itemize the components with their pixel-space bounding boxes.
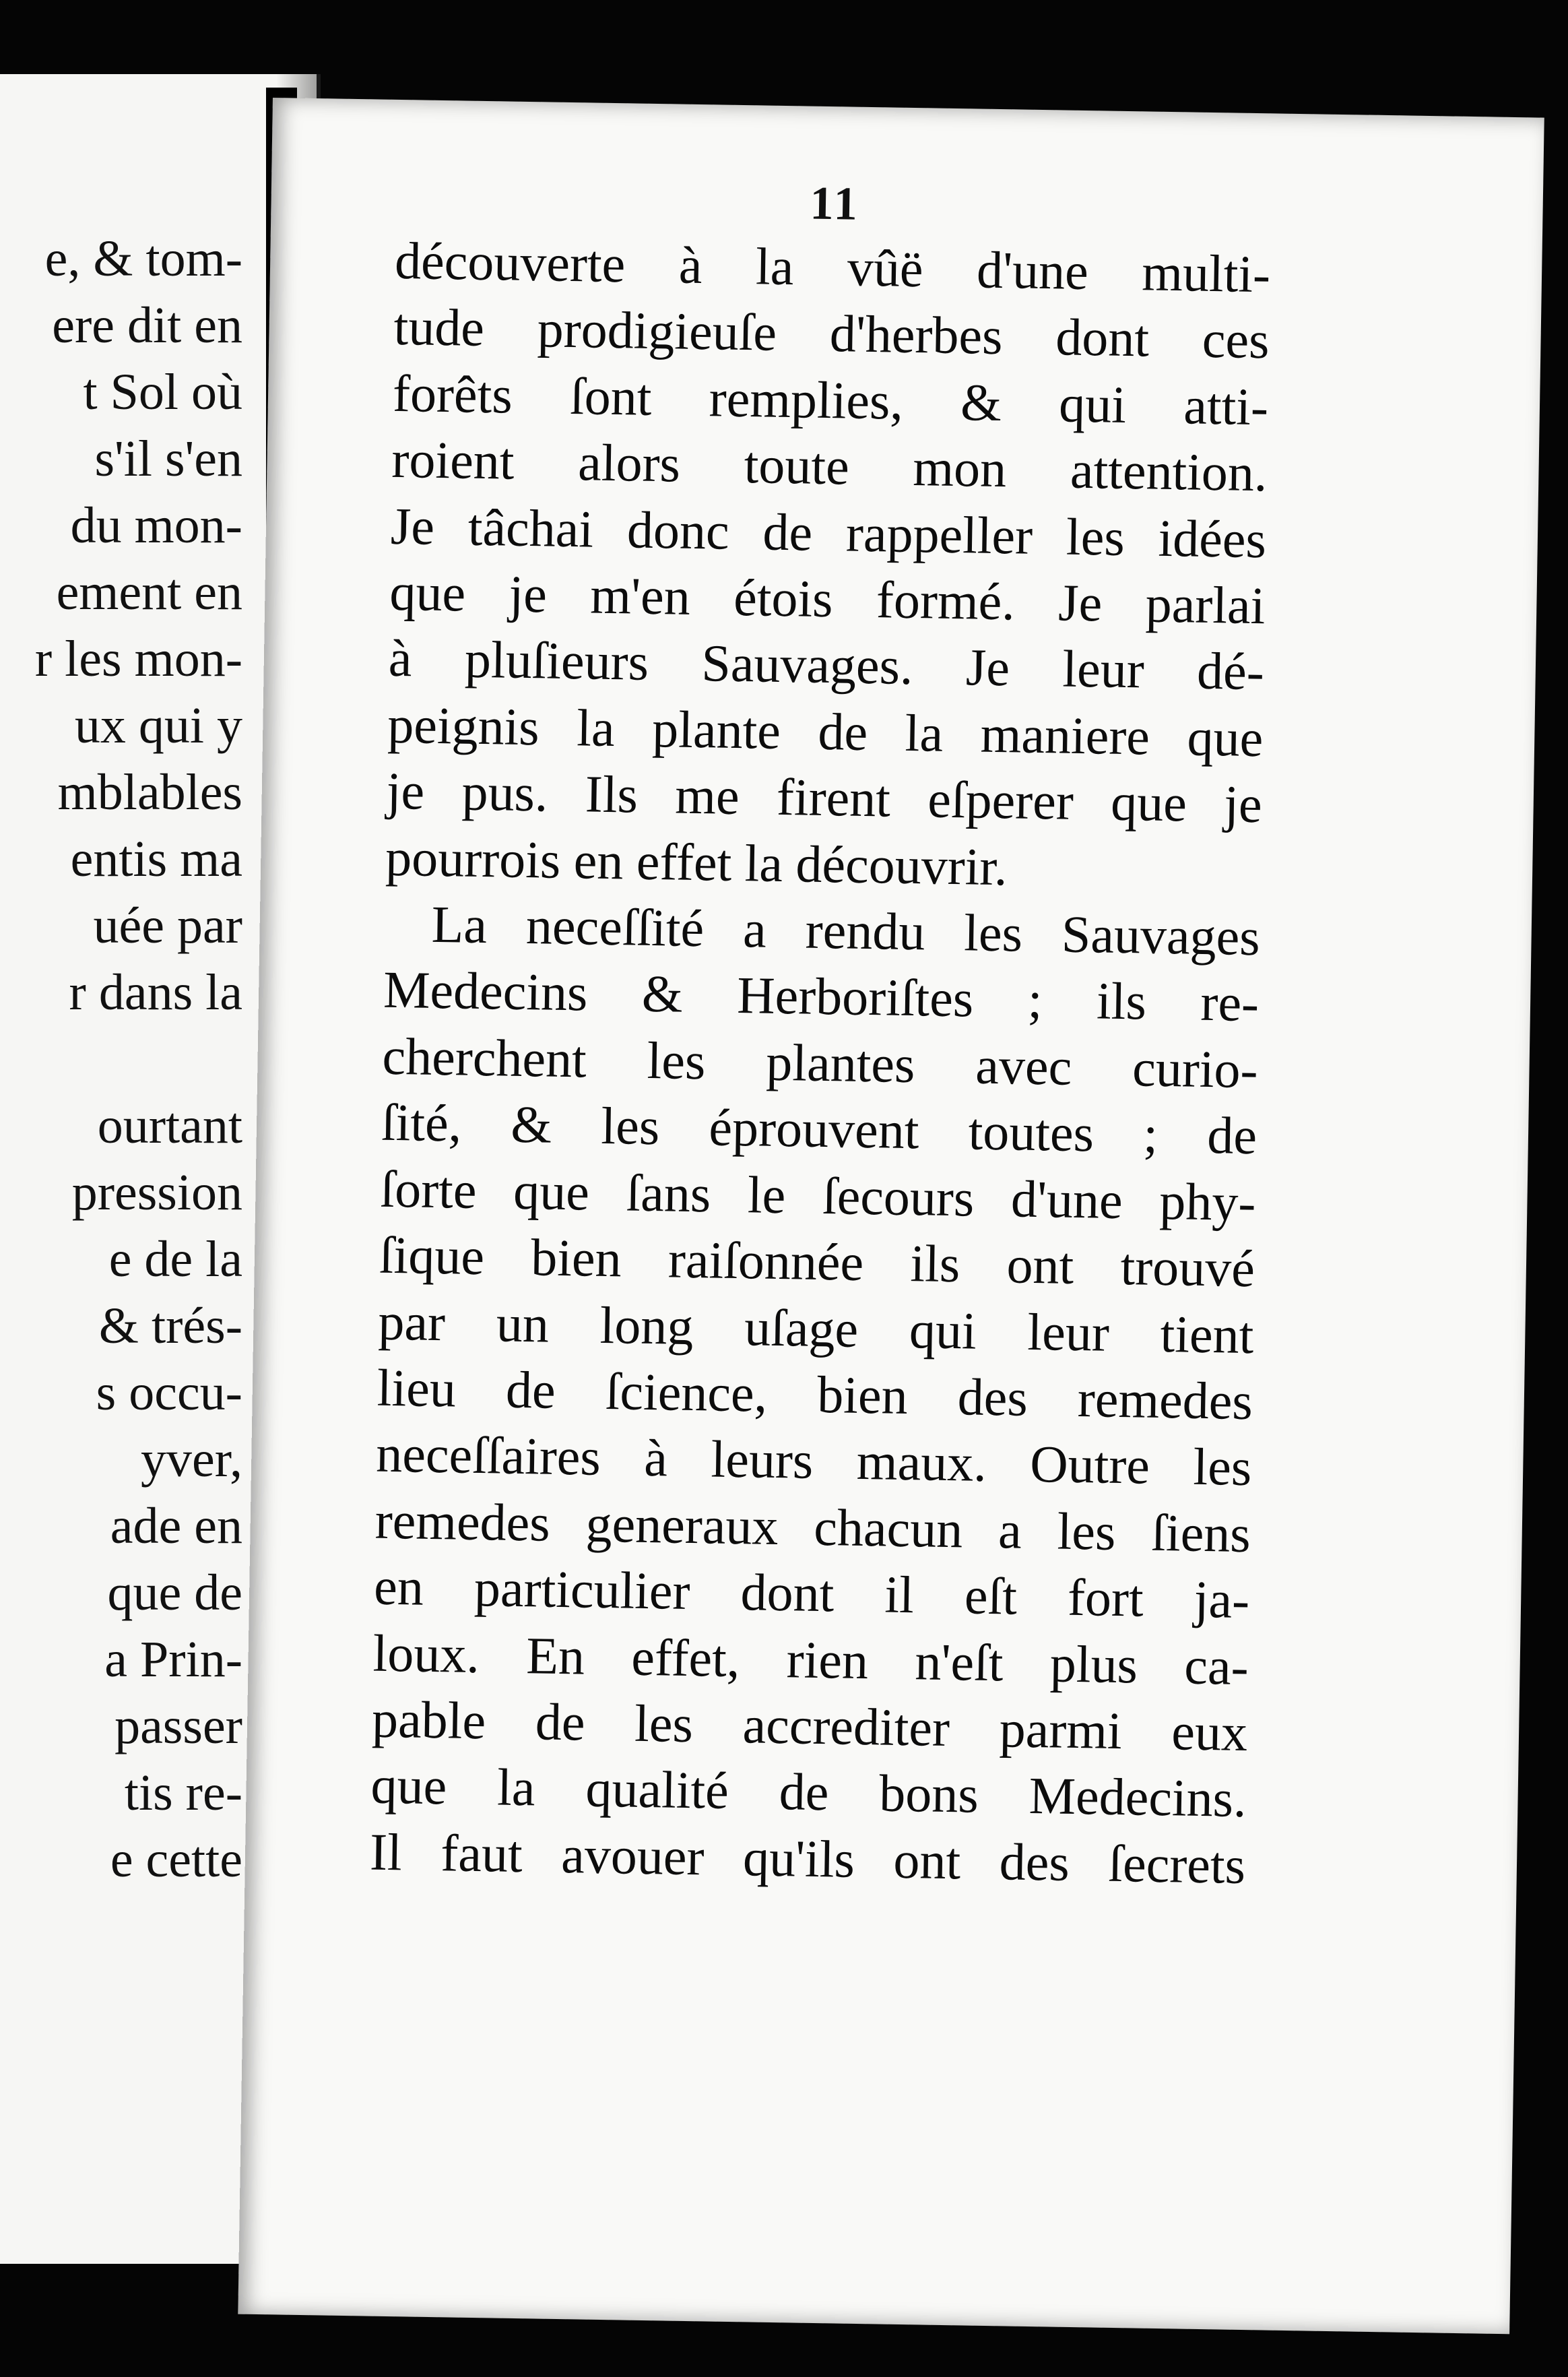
left-line: s occu-	[96, 1364, 242, 1421]
text-line: Il faut avouer qu'ils ont des ſecrets	[369, 1822, 1246, 1895]
left-line: a Prin-	[104, 1631, 242, 1688]
left-line: mblables	[57, 764, 242, 821]
page-number: 11	[810, 177, 861, 230]
left-line	[35, 1026, 242, 1093]
text-line: Medecins & Herboriſtes ; ils re-	[383, 960, 1260, 1033]
left-line: r les mon-	[34, 631, 242, 687]
text-line: cherchent les plantes avec curio-	[381, 1026, 1259, 1100]
left-line: r dans la	[69, 964, 242, 1021]
left-line: ux qui y	[74, 697, 242, 754]
left-page-text	[35, 226, 242, 1893]
text-line: Je tâchai donc de rappeller les idées	[390, 496, 1267, 569]
left-line: passer	[115, 1698, 242, 1754]
body-text	[369, 228, 1270, 1899]
left-line: pression	[71, 1164, 242, 1221]
left-line: ourtant	[97, 1098, 242, 1154]
text-line: pable de les accrediter parmi eux	[371, 1689, 1248, 1762]
text-line: loux. En effet, rien n'eſt plus ca-	[372, 1623, 1249, 1696]
text-line: je pus. Ils me firent eſperer que je	[386, 761, 1263, 834]
left-line: e, & tom-	[44, 230, 242, 287]
text-line: La neceſſité a rendu les Sauvages	[431, 894, 1261, 967]
text-line: lieu de ſcience, bien des remedes	[377, 1358, 1253, 1430]
left-line: e cette	[110, 1831, 242, 1888]
left-line: que de	[107, 1564, 242, 1621]
text-line: remedes generaux chacun a les ſiens	[374, 1490, 1251, 1563]
left-line: tis re-	[124, 1765, 242, 1821]
left-line: yver,	[141, 1431, 242, 1488]
text-line: en particulier dont il eſt fort ja-	[373, 1556, 1250, 1630]
left-line: uée par	[93, 897, 242, 954]
text-line: forêts ſont remplies, & qui atti-	[392, 363, 1269, 437]
text-line: pourrois en effet la découvrir.	[385, 827, 1008, 896]
left-line: ement en	[56, 564, 242, 621]
left-line: t Sol où	[83, 364, 242, 420]
text-line: découverte à la vûë d'une multi-	[394, 230, 1271, 304]
text-line: peignis la plante de la maniere que	[387, 695, 1264, 768]
text-line: tude prodigieuſe d'herbes dont ces	[393, 297, 1270, 370]
text-line: que je m'en étois formé. Je parlai	[389, 562, 1266, 635]
left-line: ade en	[110, 1498, 242, 1554]
text-line: à pluſieurs Sauvages. Je leur dé-	[388, 629, 1265, 701]
text-line: ſique bien raiſonnée ils ont trouvé	[379, 1225, 1255, 1298]
text-line: par un long uſage qui leur tient	[377, 1292, 1255, 1364]
text-line: ſorte que ſans le ſecours d'une phy-	[379, 1159, 1257, 1232]
text-line: que la qualité de bons Medecins.	[370, 1755, 1247, 1829]
text-line: ſité, & les éprouvent toutes ; de	[381, 1093, 1257, 1166]
left-line: entis ma	[70, 831, 242, 887]
left-line: du mon-	[70, 497, 242, 554]
left-line: & trés-	[98, 1298, 242, 1354]
text-line: roient alors toute mon attention.	[391, 430, 1268, 503]
left-line: s'il s'en	[94, 431, 242, 487]
text-line: neceſſaires à leurs maux. Outre les	[375, 1424, 1252, 1497]
right-page	[238, 98, 1544, 2334]
left-line: ere dit en	[52, 297, 242, 354]
left-line: e de la	[108, 1231, 242, 1288]
